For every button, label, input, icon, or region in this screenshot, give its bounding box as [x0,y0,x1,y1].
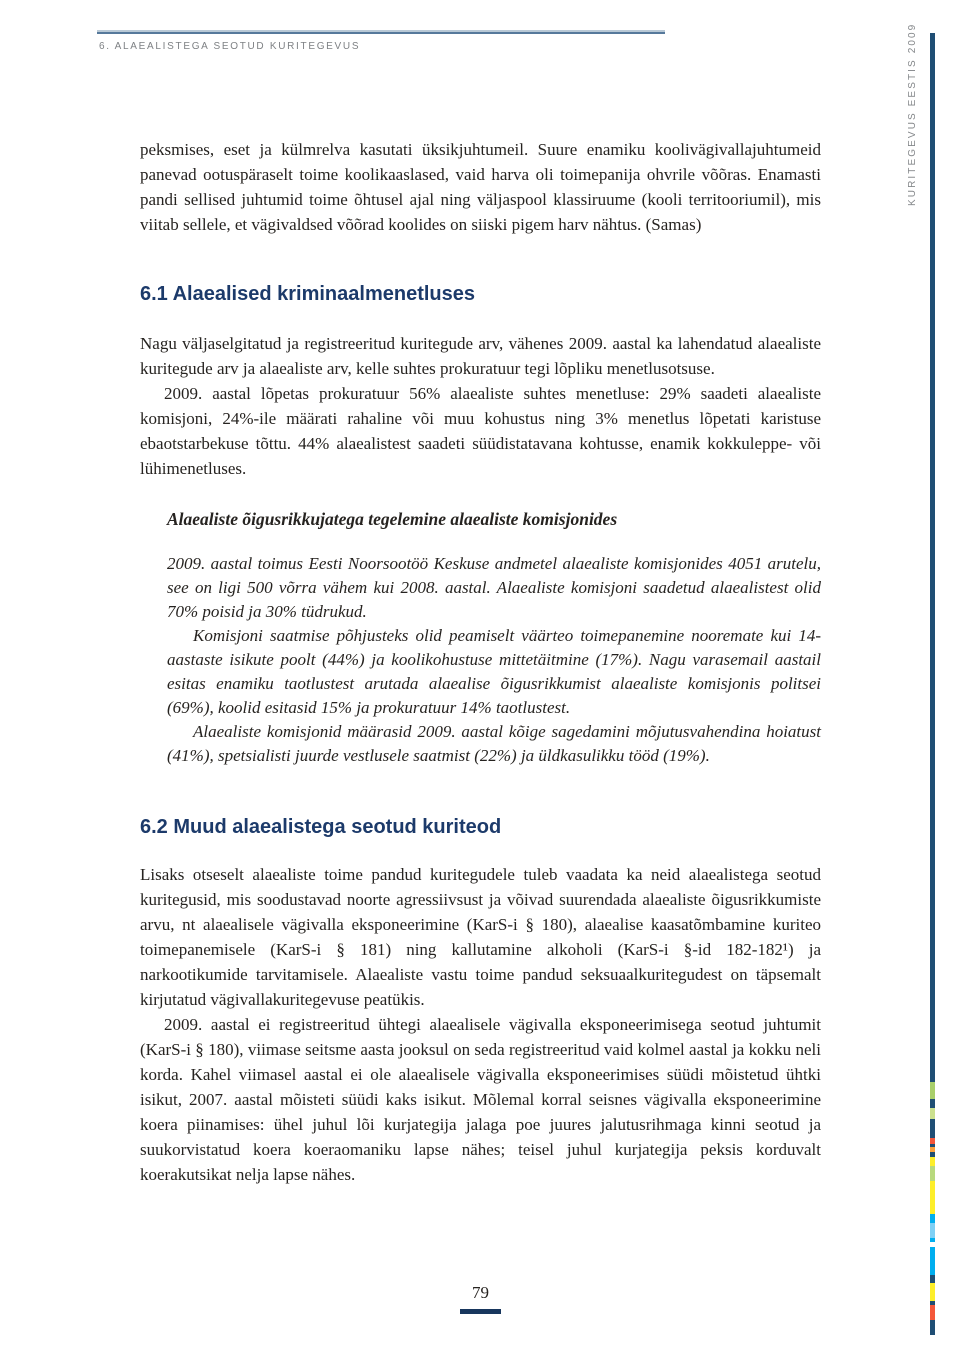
page-content [140,137,821,1187]
footer-rule [460,1309,501,1314]
section-6-2-paragraph-1: Lisaks otseselt alaealiste toime pandud kuritegudele tuleb vaadata ka neid alaealistega seotud kuritegusid, mis soodustavad noorte agressiivsust ja võivad suurendada alaealiste õigusrikkumiste arvu, nt alaealisele vägivalla eksponeerimine (KarS-i § 180), alaealise kaasatõmbamine kuriteo toimepanemisele (KarS-i § 181) ning kallutamine alkoholi (KarS-i §-id 182-182¹) ja narkootikumide tarvitamisele. Alaealiste vastu toime pandud seksuaalkuritegudest on täpsemalt kirjutatud vägivallakuritegevuse peatükis. [140,865,821,1009]
boxed-excerpt [167,507,821,768]
section-6-2-heading: 6.2 Muud alaealistega seotud kuriteod [140,816,502,838]
edge-color-bar [930,33,935,1335]
page-footer [140,1282,821,1314]
excerpt-paragraph-2: Komisjoni saatmise põhjusteks olid peamiselt väärteo toimepanemine nooremate kui 14-aastaste isikute poolt (44%) ja koolikohustuse mittetäitmine (17%). Nagu varasemail aastail esitas enamiku taotlustest arutada alaealise õigusrikkumist alaealiste komisjonis politsei (69%), koolid esitasid 15% ja prokuratuur 14% taotlustest. [167,626,821,717]
running-header-chapter: 6. ALAEALISTEGA SEOTUD KURITEGEVUS [99,41,361,52]
edition-vertical-label: KURITEGEVUS EESTIS 2009 [907,22,918,206]
section-6-1-heading: 6.1 Alaealised kriminaalmenetluses [140,283,475,305]
header-rule [97,30,665,34]
intro-paragraph: peksmises, eset ja külmrelva kasutati üksikjuhtumeil. Suure enamiku koolivägivallajuhtumeid panevad ootuspäraselt toime koolikaaslased, vaid harva oli toimepanija ohvrile võõras. Enamasti pandi sellised juhtumid toime õhtusel ajal ning väljaspool klassiruume (kooli territooriumil), mis viitab sellele, et vägivaldsed võõrad koolides on siiski pigem harv nähtus. (Samas) [140,140,821,234]
section-6-1-paragraph-2: 2009. aastal lõpetas prokuratuur 56% alaealiste suhtes menetluse: 29% saadeti alaealiste komisjoni, 24%-ile määrati rahaline või muu kohustus ning 3% menetlus lõpetati karistuse ebaotstarbekuse tõttu. 44% alaealistest saadeti süüdistatavana kohtusse, enamik kokkuleppe- või lühimenetluses. [140,384,821,478]
excerpt-title: Alaealiste õigusrikkujatega tegelemine alaealiste komisjonides [167,509,618,529]
excerpt-paragraph-3: Alaealiste komisjonid määrasid 2009. aastal kõige sagedamini mõjutusvahendina hoiatust (41%), spetsialisti juurde vestlusele saatmist (22%) ja üldkasulikku tööd (19%). [167,722,821,765]
section-6-2-paragraph-2: 2009. aastal ei registreeritud ühtegi alaealisele vägivalla eksponeerimisega seotud juhtumit (KarS-i § 180), viimase seitsme aasta jooksul on seda registreeritud vaid kolmel aastal ja kokku neli korda. Kahel viimasel aastal ei ole alaealisele vägivalla eksponeerimises süüdi mõistetud ühtki isikut, 2007. aastal mõisteti süüdi kaks isikut. Mõlemal korral seisnes vägivalla eksponeerimine koera piinamises: ühel juhul lõi kurjategija jalaga poe juures jalutusrihmaga kinni seotud ja suukorvistatud koera koeraomaniku lapse nähes; teisel juhul kurjategija peksis korduvalt koerakutsikat nelja lapse nähes. [140,1015,821,1184]
excerpt-paragraph-1: 2009. aastal toimus Eesti Noorsootöö Keskuse andmetel alaealiste komisjonides 4051 arutelu, see on ligi 500 võrra vähem kui 2008. aastal. Alaealiste komisjoni saadetud alaealistest olid 70% poisid ja 30% tüdrukud. [167,554,821,621]
section-6-1-paragraph-1: Nagu väljaselgitatud ja registreeritud kuritegude arv, vähenes 2009. aastal ka lahendatud alaealiste kuritegude arv ja alaealiste arv, kelle suhtes prokuratuur tegi lõpliku menetlusotsuse. [140,334,821,378]
page-number: 79 [472,1283,489,1302]
